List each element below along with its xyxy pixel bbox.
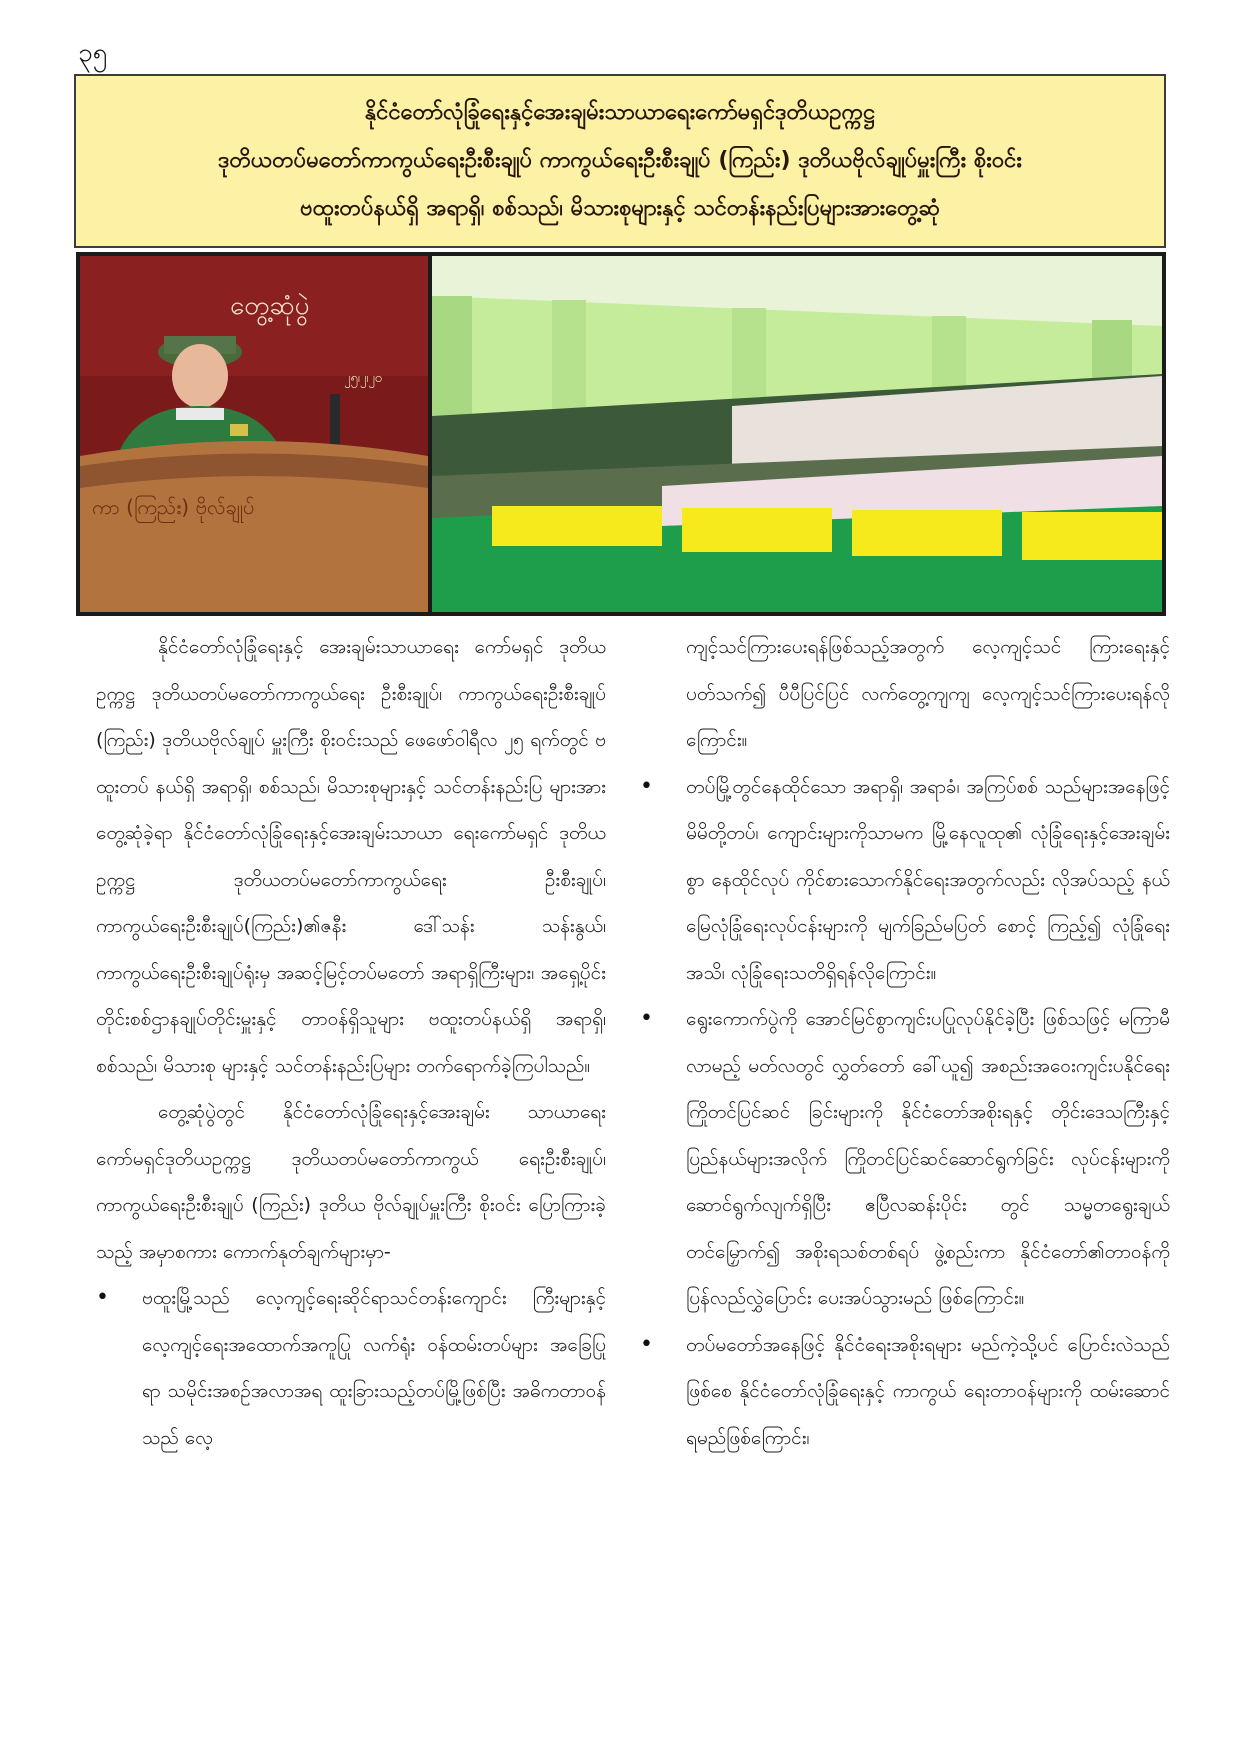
article-paragraph-2: တွေ့ဆုံပွဲတွင် နိုင်ငံတော်လုံခြုံရေးနှင့်အေးချမ်း သာယာရေးကော်မရှင်ဒုတိယဥက္ကဋ္ဌ ဒုတိယတပ်မတော်ကာကွယ် ရေးဦးစီးချုပ်၊ ကာကွယ်ရေးဦးစီးချုပ် (ကြည်း) ဒုတိယ ဗိုလ်ချုပ်မှူးကြီး စိုးဝင်း ပြောကြားခဲ့သည့် အမှာစကား ကောက်နုတ်ချက်များမှာ- xyxy=(96,1101,606,1263)
hall-pillar-1 xyxy=(432,296,472,416)
front-table-3 xyxy=(852,510,1002,556)
headline-box xyxy=(74,74,1166,248)
list-item-text: တပ်မြို့တွင်နေထိုင်သော အရာရှိ၊ အရာခံ၊ အကြပ်စစ် သည်များအနေဖြင့် မိမိတို့တပ်၊ ကျောင်းများကိုသာမက မြို့နေလူထု၏ လုံခြုံရေးနှင့်အေးချမ်းစွာ နေထိုင်လုပ် ကိုင်စားသောက်နိုင်ရေးအတွက်လည်း လိုအပ်သည့် နယ် မြေလုံခြုံရေးလုပ်ငန်းများကို မျက်ခြည်မပြတ် စောင့် ကြည့်၍ လုံခြုံရေးအသိ၊ လုံခြုံရေးသတိရှိရန်လိုကြောင်း။ xyxy=(686,775,1170,984)
headline-line-2: ဒုတိယတပ်မတော်ကာကွယ်ရေးဦးစီးချုပ် ကာကွယ်ရေးဦးစီးချုပ် (ကြည်း) ဒုတိယဗိုလ်ချုပ်မှူးကြီး စိုးဝင်း xyxy=(218,148,1022,173)
bullet-icon: • xyxy=(640,1331,653,1357)
article-column-left xyxy=(96,624,606,1461)
headline-line-1: နိုင်ငံတော်လုံခြုံရေးနှင့်အေးချမ်းသာယာရေးကော်မရှင်ဒုတိယဥက္ကဋ္ဌ xyxy=(364,100,876,125)
bullet-icon: • xyxy=(96,1285,109,1310)
article-column-right xyxy=(640,624,1170,1461)
headline-line-3: ဗထူးတပ်နယ်ရှိ အရာရှိ၊ စစ်သည်၊ မိသားစုများနှင့် သင်တန်းနည်းပြများအားတွေ့ဆုံ xyxy=(300,196,940,221)
list-item xyxy=(96,1275,606,1461)
list-item xyxy=(640,996,1170,1322)
hall-window-1 xyxy=(552,300,586,410)
list-item-text: ဗထူးမြို့သည် လေ့ကျင့်ရေးဆိုင်ရာသင်တန်းကျောင်း ကြီးများနှင့် လေ့ကျင့်ရေးအထောက်အကူပြု လက်ရုံး ဝန်ထမ်းတပ်များ အခြေပြုရာ သမိုင်းအစဉ်အလာအရ ထူးခြားသည့်တပ်မြို့ဖြစ်ပြီး အဓိကတာဝန်သည် လေ့ xyxy=(142,1287,606,1449)
banner-text: တွေ့ဆုံပွဲ xyxy=(230,291,310,321)
bullet-icon: • xyxy=(640,1006,653,1031)
front-table-4 xyxy=(1022,512,1162,560)
photo-strip xyxy=(76,252,1166,616)
audience-photo xyxy=(432,256,1162,612)
rank-insignia xyxy=(230,424,248,436)
speaker-photo-illustration xyxy=(80,256,428,612)
speaker-photo xyxy=(80,256,428,612)
list-item-text: တပ်မတော်အနေဖြင့် နိုင်ငံရေးအစိုးရများ မည်ကဲ့သို့ပင် ပြောင်းလဲသည်ဖြစ်စေ နိုင်ငံတော်လုံခြုံရေးနှင့် ကာကွယ် ရေးတာဝန်များကို ထမ်းဆောင်ရမည်ဖြစ်ကြောင်း၊ xyxy=(686,1333,1170,1449)
bullet-icon: • xyxy=(640,773,653,799)
front-table-1 xyxy=(492,506,662,546)
audience-photo-illustration xyxy=(432,256,1162,612)
list-item-text: ရွေးကောက်ပွဲကို အောင်မြင်စွာကျင်းပပြုလုပ်နိုင်ခဲ့ပြီး ဖြစ်သဖြင့် မကြာမီလာမည့် မတ်လတွင် လွှတ်တော် ခေါ်ယူ၍ အစည်းအဝေးကျင်းပနိုင်ရေး ကြိုတင်ပြင်ဆင် ခြင်းများကို နိုင်ငံတော်အစိုးရနှင့် တိုင်းဒေသကြီးနှင့် ပြည်နယ်များအလိုက် ကြိုတင်ပြင်ဆင်ဆောင်ရွက်ခြင်း လုပ်ငန်းများကို ဆောင်ရွက်လျက်ရှိပြီး ဧပြီလဆန်းပိုင်း တွင် သမ္မတရွေးချယ်တင်မြှောက်၍ အစိုးရသစ်တစ်ရပ် ဖွဲ့စည်းကာ နိုင်ငံတော်၏တာဝန်ကို ပြန်လည်လွှဲပြောင်း ပေးအပ်သွားမည် ဖြစ်ကြောင်း။ xyxy=(686,1008,1170,1309)
officer-face xyxy=(172,344,228,408)
article-paragraph-1: နိုင်ငံတော်လုံခြုံရေးနှင့် အေးချမ်းသာယာရေး ကော်မရှင် ဒုတိယဥက္ကဋ္ဌ ဒုတိယတပ်မတော်ကာကွယ်ရေး ဦးစီးချုပ်၊ ကာကွယ်ရေးဦးစီးချုပ် (ကြည်း) ဒုတိယဗိုလ်ချုပ် မှူးကြီး စိုးဝင်းသည် ဖေဖော်ဝါရီလ ၂၅ ရက်တွင် ဗထူးတပ် နယ်ရှိ အရာရှိ၊ စစ်သည်၊ မိသားစုများနှင့် သင်တန်းနည်းပြ များအားတွေ့ဆုံခဲ့ရာ နိုင်ငံတော်လုံခြုံရေးနှင့်အေးချမ်းသာယာ ရေးကော်မရှင် ဒုတိယဥက္ကဋ္ဌ ဒုတိယတပ်မတော်ကာကွယ်ရေး ဦးစီးချုပ်၊ ကာကွယ်ရေးဦးစီးချုပ်(ကြည်း)၏ဇနီး ဒေါ်သန်း သန်းနွယ်၊ ကာကွယ်ရေးဦးစီးချုပ်ရုံးမှ အဆင့်မြင့်တပ်မတော် အရာရှိကြီးများ၊ အရှေ့ပိုင်းတိုင်းစစ်ဌာနချုပ်တိုင်းမှူးနှင့် တာဝန်ရှိသူများ ဗထူးတပ်နယ်ရှိ အရာရှိ၊ စစ်သည်၊ မိသားစု များနှင့် သင်တန်းနည်းပြများ တက်ရောက်ခဲ့ကြပါသည်။ xyxy=(96,636,606,1077)
date-text: ၂၅၊၂၊၂၀ xyxy=(344,371,382,386)
article-continuation: ကျင့်သင်ကြားပေးရန်ဖြစ်သည့်အတွက် လေ့ကျင့်သင် ကြားရေးနှင့်ပတ်သက်၍ ပီပီပြင်ပြင် လက်တွေ့ကျကျ လေ့ကျင့်သင်ကြားပေးရန်လိုကြောင်း။ xyxy=(686,636,1170,751)
page-number: ၃၅ xyxy=(78,38,108,68)
list-item xyxy=(640,764,1170,997)
hall-window-2 xyxy=(732,308,766,412)
list-item xyxy=(640,1322,1170,1462)
podium-text: ကာ (ကြည်း) ဗိုလ်ချုပ် xyxy=(92,495,255,519)
officer-mask xyxy=(176,408,224,420)
front-table-2 xyxy=(682,508,832,552)
